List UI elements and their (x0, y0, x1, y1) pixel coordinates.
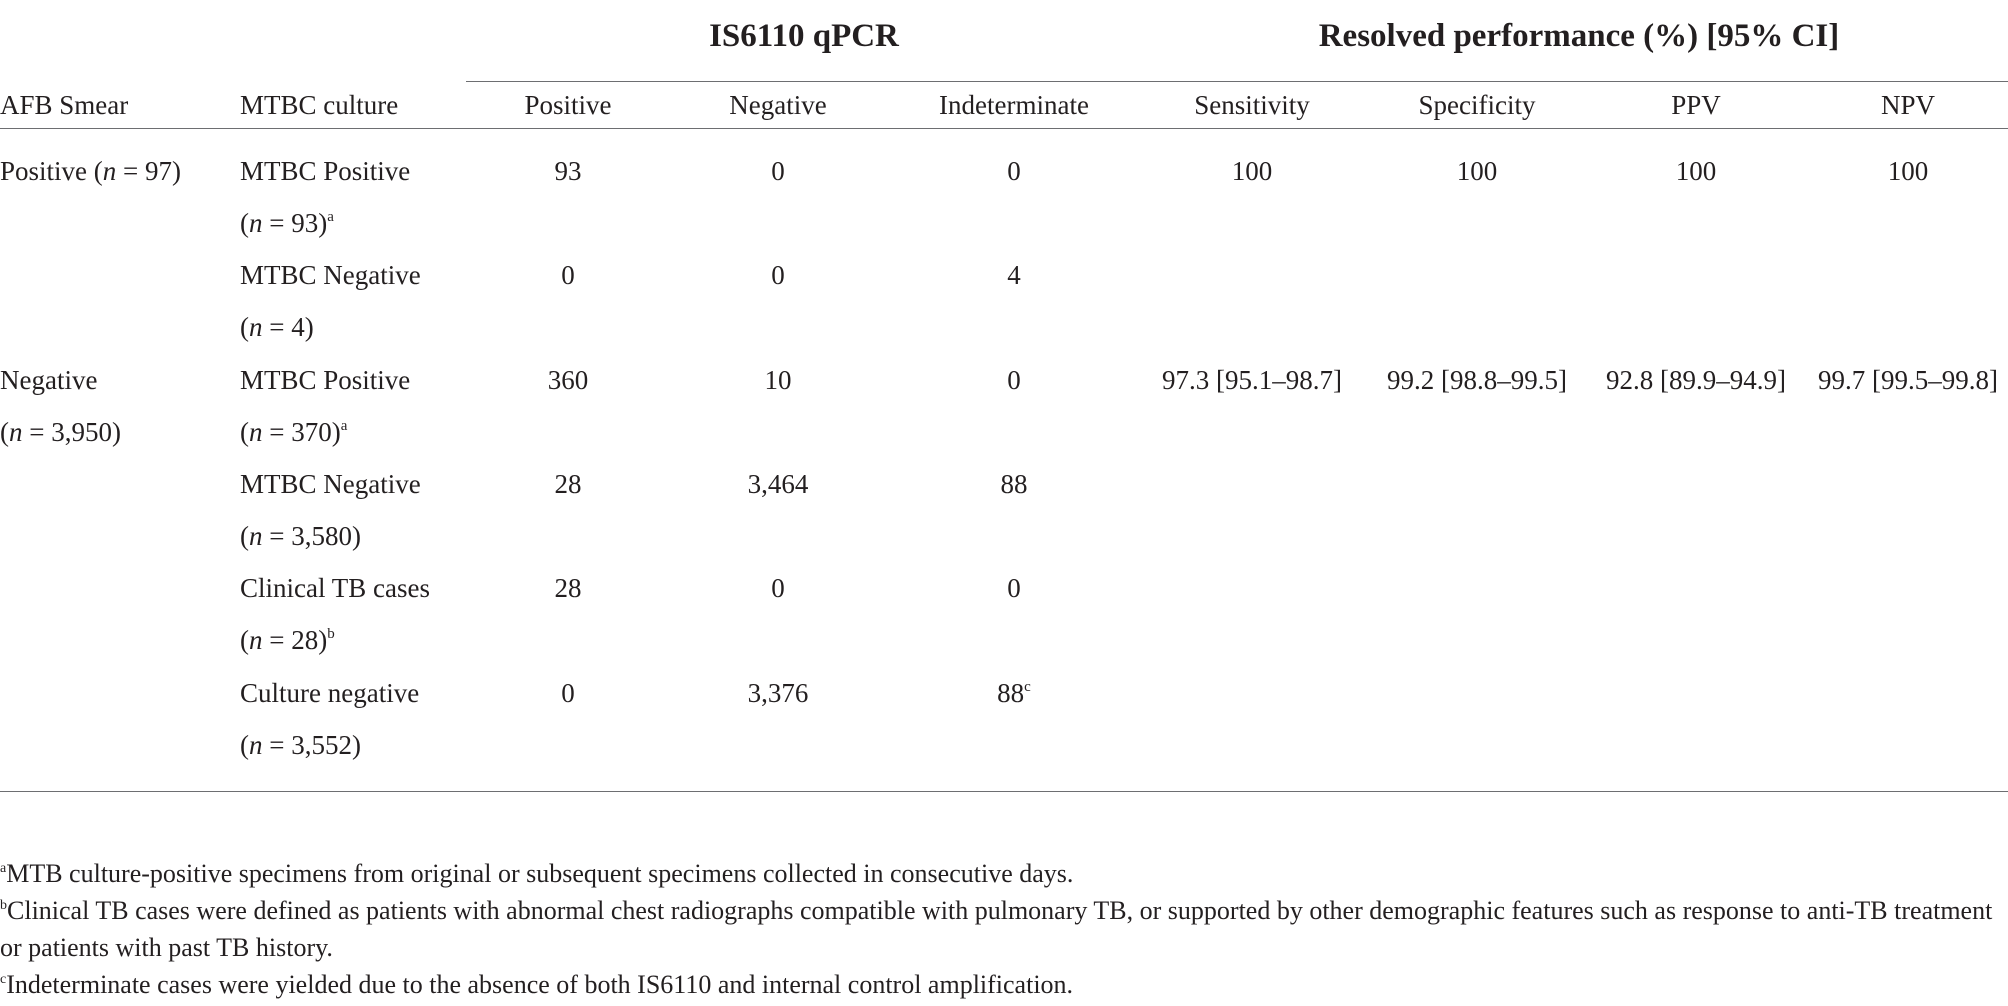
culture-label: MTBC Negative (240, 260, 421, 290)
header-rule (0, 128, 2008, 129)
cell-positive: 0 (561, 260, 575, 290)
col-header-specificity: Specificity (1418, 90, 1536, 120)
cell-specificity: 99.2 [98.8–99.5] (1387, 365, 1567, 395)
cell-positive: 28 (554, 573, 582, 603)
cell-positive: 28 (554, 469, 582, 499)
culture-count: (n = 4) (240, 312, 314, 342)
cell-sensitivity: 100 (1231, 156, 1273, 186)
cell-sensitivity: 97.3 [95.1–98.7] (1162, 365, 1342, 395)
col-header-sensitivity: Sensitivity (1194, 90, 1310, 120)
group-header-qpcr: IS6110 qPCR (709, 18, 899, 54)
cell-specificity: 100 (1456, 156, 1498, 186)
cell-positive: 360 (547, 365, 589, 395)
cell-negative: 0 (771, 156, 785, 186)
footnote-a: $^a$MTB culture-positive specimens from original or subsequent specimens collected in consecutive days. (0, 859, 1074, 888)
col-header-mtbc-culture: MTBC culture (240, 90, 399, 120)
cell-positive: 0 (561, 678, 575, 708)
culture-count: (n = 370)$^a$ (240, 417, 348, 447)
cell-negative: 0 (771, 260, 785, 290)
cell-indeterminate: 4 (1007, 260, 1021, 290)
col-header-negative: Negative (729, 90, 827, 120)
culture-label: MTBC Negative (240, 469, 421, 499)
cell-indeterminate: 0 (1007, 156, 1021, 186)
footnote-b: $^b$Clinical TB cases were defined as patients with abnormal chest radiographs compatible with pulmonary TB, or supported by other demographic features such as response to anti-TB treatment or patients with past TB history. (0, 896, 1993, 962)
cell-npv: 100 (1887, 156, 1929, 186)
group-header-rule (466, 81, 2008, 82)
col-header-positive: Positive (524, 90, 612, 120)
footnote-c: $^c$Indeterminate cases were yielded due to the absence of both IS6110 and internal control amplification. (0, 970, 1074, 999)
cell-ppv: 92.8 [89.9–94.9] (1606, 365, 1786, 395)
cell-negative: 0 (771, 573, 785, 603)
cell-negative: 10 (764, 365, 792, 395)
culture-label: MTBC Positive (240, 365, 411, 395)
culture-count: (n = 3,580) (240, 521, 361, 551)
culture-count: (n = 93)$^a$ (240, 208, 334, 238)
cell-npv: 99.7 [99.5–99.8] (1818, 365, 1998, 395)
cell-negative: 3,464 (747, 469, 809, 499)
cell-indeterminate: 88 (1000, 469, 1028, 499)
group-header-performance: Resolved performance (%) [95% CI] (1318, 18, 1840, 54)
cell-indeterminate: 88$^c$ (997, 678, 1031, 708)
culture-label: MTBC Positive (240, 156, 411, 186)
col-header-afb-smear: AFB Smear (0, 90, 129, 120)
col-header-indeterminate: Indeterminate (939, 90, 1089, 120)
smear-cell: Positive (n = 97) (0, 156, 181, 186)
cell-indeterminate: 0 (1007, 573, 1021, 603)
col-header-npv: NPV (1880, 90, 1935, 120)
culture-label: Culture negative (240, 678, 420, 708)
col-header-ppv: PPV (1671, 90, 1721, 120)
cell-ppv: 100 (1675, 156, 1717, 186)
smear-count: (n = 3,950) (0, 417, 121, 447)
cell-negative: 3,376 (747, 678, 809, 708)
smear-label: Negative (0, 365, 98, 395)
cell-indeterminate: 0 (1007, 365, 1021, 395)
culture-count: (n = 3,552) (240, 730, 361, 760)
cell-positive: 93 (554, 156, 582, 186)
table-bottom-rule (0, 791, 2008, 792)
culture-label: Clinical TB cases (240, 573, 430, 603)
culture-count: (n = 28)$^b$ (240, 625, 335, 655)
